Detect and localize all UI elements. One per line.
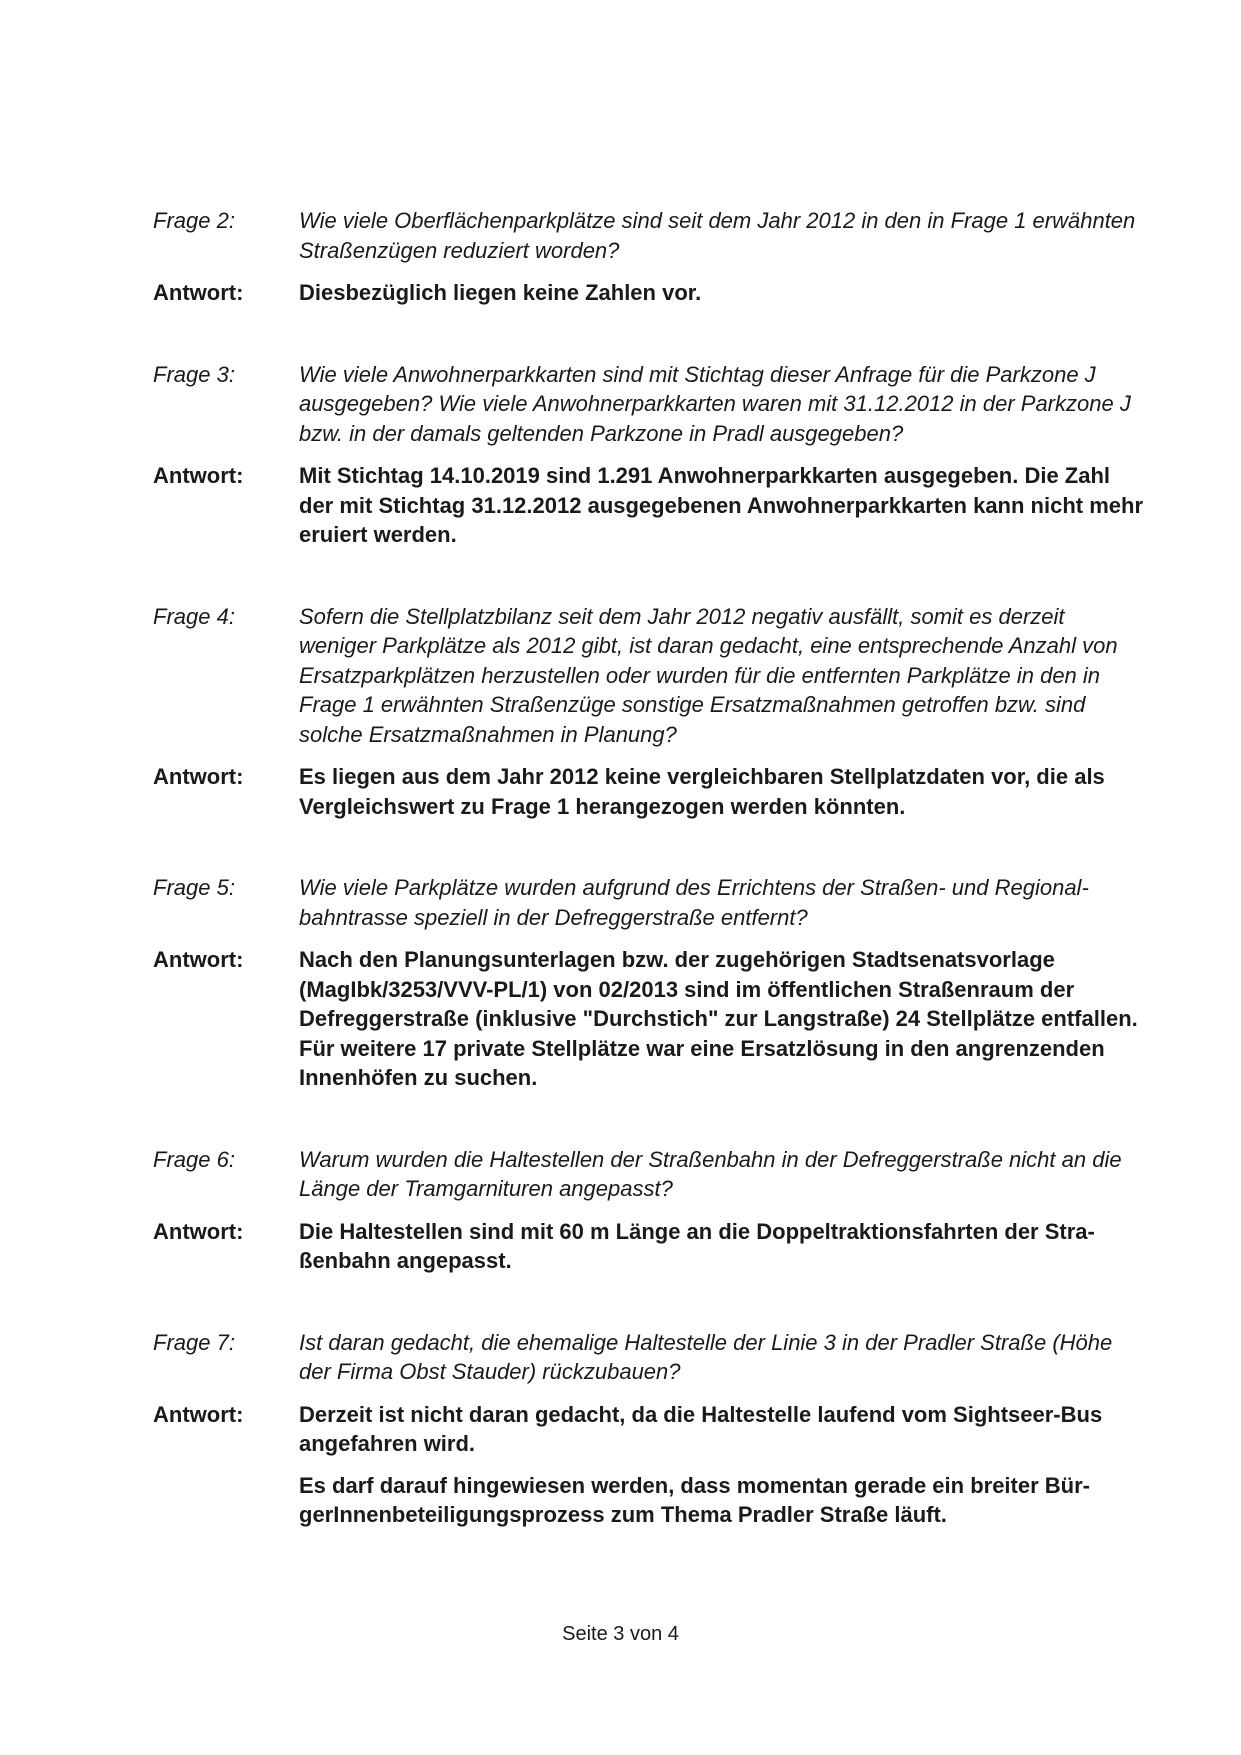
answer-text bbox=[299, 278, 1143, 308]
qa-list bbox=[153, 206, 1143, 1582]
answer-row bbox=[153, 461, 1143, 550]
question-text: Ist daran gedacht, die ehemalige Haltestelle der Linie 3 in der Pradler Straße (Höhe der Firma Obst Stauder) rückzubauen? bbox=[299, 1329, 1113, 1384]
question-label: Frage 4: bbox=[153, 603, 235, 629]
answer-text bbox=[299, 945, 1143, 1093]
question-label: Frage 7: bbox=[153, 1329, 235, 1355]
answer-paragraph: Die Haltestellen sind mit 60 m Länge an die Doppeltraktionsfahrten der Straßenbahn angepasst. bbox=[299, 1218, 1095, 1273]
answer-text bbox=[299, 762, 1143, 821]
question-text: Wie viele Oberflächenparkplätze sind seit dem Jahr 2012 in den in Frage 1 erwähnten Straßenzügen reduziert worden? bbox=[299, 208, 1136, 263]
qa-block bbox=[153, 873, 1143, 1093]
qa-block bbox=[153, 1328, 1143, 1530]
answer-paragraph: Es darf darauf hingewiesen werden, dass momentan gerade ein breiter BürgerInnenbeteiligungsprozess zum Thema Pradler Straße läuft. bbox=[299, 1472, 1090, 1527]
question-text: Wie viele Parkplätze wurden aufgrund des Errichtens der Straßen- und Regionalbahntrasse speziell in der Defreggerstraße entfernt? bbox=[299, 875, 1089, 930]
answer-text bbox=[299, 1217, 1143, 1276]
question-row bbox=[153, 1145, 1143, 1204]
question-text: Sofern die Stellplatzbilanz seit dem Jahr 2012 negativ ausfällt, somit es derzeit weniger Parkplätze als 2012 gibt, ist daran gedacht, eine entsprechende Anzahl von Ersatzparkplätzen herzustellen oder wurden für die entfernten Parkplätze in den in Frage 1 erwähnten Straßenzüge sonstige Ersatzmaßnahmen getroffen bzw. sind solche Ersatzmaßnahmen in Planung? bbox=[299, 603, 1118, 747]
answer-label: Antwort: bbox=[153, 1401, 244, 1427]
question-row bbox=[153, 360, 1143, 449]
answer-row bbox=[153, 278, 1143, 308]
answer-paragraph: Diesbezüglich liegen keine Zahlen vor. bbox=[299, 280, 702, 305]
answer-paragraph: Derzeit ist nicht daran gedacht, da die Haltestelle laufend vom Sightseer-Bus angefahren wird. bbox=[299, 1401, 1103, 1456]
answer-row bbox=[153, 1400, 1143, 1530]
answer-label: Antwort: bbox=[153, 463, 244, 488]
qa-block bbox=[153, 360, 1143, 550]
answer-paragraph: Es liegen aus dem Jahr 2012 keine vergleichbaren Stellplatzdaten vor, die als Vergleichswert zu Frage 1 herangezogen werden könnten. bbox=[299, 764, 1105, 819]
answer-label: Antwort: bbox=[153, 947, 244, 972]
qa-block bbox=[153, 206, 1143, 308]
answer-row bbox=[153, 1217, 1143, 1276]
qa-block bbox=[153, 602, 1143, 822]
question-label: Frage 5: bbox=[153, 875, 235, 900]
question-text: Wie viele Anwohnerparkkarten sind mit Stichtag dieser Anfrage für die Parkzone J ausgegeben? Wie viele Anwohnerparkkarten waren mit 31.12.2012 in der Parkzone J bzw. in der damals geltenden Parkzone in Pradl ausgegeben? bbox=[299, 361, 1131, 446]
question-label: Frage 3: bbox=[153, 361, 235, 387]
qa-block bbox=[153, 1145, 1143, 1276]
question-row bbox=[153, 873, 1143, 932]
question-label: Frage 2: bbox=[153, 208, 235, 233]
question-label: Frage 6: bbox=[153, 1146, 235, 1172]
question-row bbox=[153, 602, 1143, 750]
answer-label: Antwort: bbox=[153, 280, 244, 305]
question-text: Warum wurden die Haltestellen der Straßenbahn in der Defreggerstraße nicht an die Länge der Tramgarnituren angepasst? bbox=[299, 1146, 1122, 1201]
answer-text bbox=[299, 461, 1143, 550]
answer-row bbox=[153, 762, 1143, 821]
page-number: Seite 3 von 4 bbox=[562, 1623, 679, 1645]
question-row bbox=[153, 1328, 1143, 1387]
question-row bbox=[153, 206, 1143, 265]
answer-label: Antwort: bbox=[153, 764, 244, 789]
answer-row bbox=[153, 945, 1143, 1093]
answer-paragraph: Nach den Planungsunterlagen bzw. der zugehörigen Stadtsenatsvorlage (MagIbk/3253/VVV-PL/1) von 02/2013 sind im öffentlichen Straßenraum der Defreggerstraße (inklusive "Durchstich" zur Langstraße) 24 Stellplätze entfallen. Für weitere 17 private Stellplätze war eine Ersatzlösung in den angrenzenden Innenhöfen zu suchen. bbox=[299, 947, 1138, 1090]
answer-label: Antwort: bbox=[153, 1218, 244, 1244]
answer-text bbox=[299, 1400, 1143, 1530]
answer-paragraph: Mit Stichtag 14.10.2019 sind 1.291 Anwohnerparkkarten ausgegeben. Die Zahl der mit Stichtag 31.12.2012 ausgegebenen Anwohnerparkkarten kann nicht mehr eruiert werden. bbox=[299, 463, 1144, 547]
